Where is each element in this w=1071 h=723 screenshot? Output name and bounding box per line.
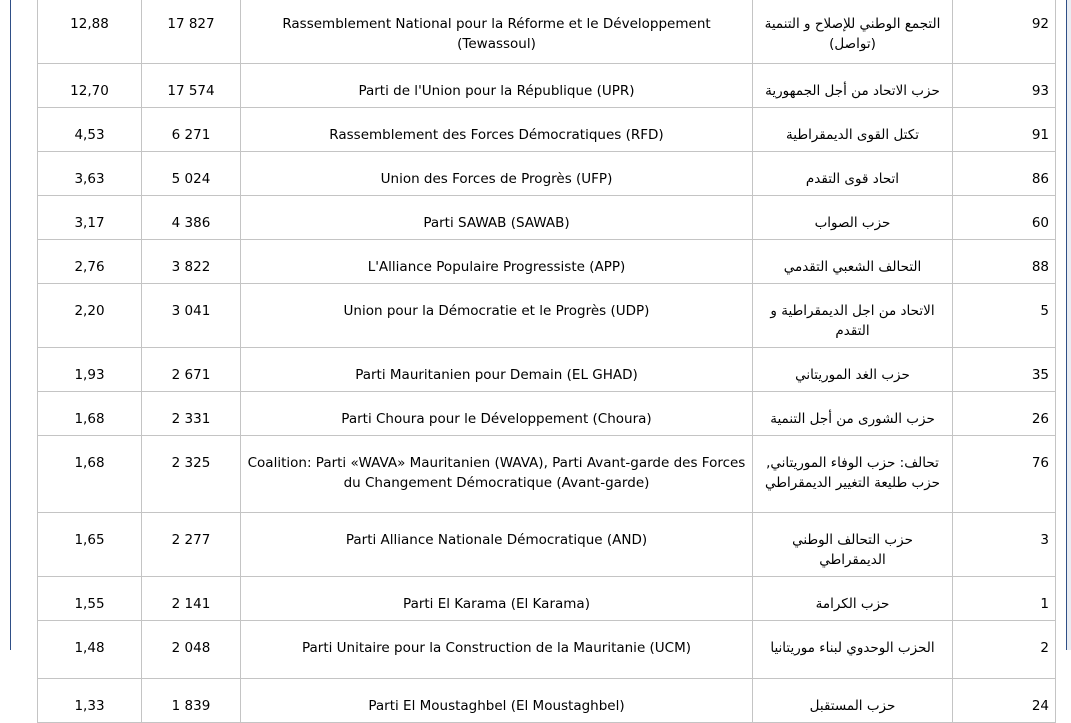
page-frame-left [10, 0, 11, 650]
party-name-arabic-cell: حزب التحالف الوطني الديمقراطي [753, 513, 953, 577]
list-number-cell: 91 [953, 108, 1056, 152]
party-name-french-cell: Union des Forces de Progrès (UFP) [241, 152, 753, 196]
vote-count-cell: 1 839 [142, 679, 241, 723]
list-number-cell: 93 [953, 64, 1056, 108]
vote-percentage-cell: 1,48 [38, 621, 142, 679]
party-name-arabic-cell: التجمع الوطني للإصلاح و التنمية (تواصل) [753, 0, 953, 64]
party-name-arabic-cell: تكتل القوى الديمقراطية [753, 108, 953, 152]
election-results-table [37, 0, 1056, 723]
party-name-french-cell: Parti El Karama (El Karama) [241, 577, 753, 621]
party-name-arabic-cell: حزب الغد الموريتاني [753, 348, 953, 392]
vote-count-cell: 2 048 [142, 621, 241, 679]
table-row [38, 64, 1056, 108]
party-name-french-cell: Parti Mauritanien pour Demain (EL GHAD) [241, 348, 753, 392]
vote-percentage-cell: 1,33 [38, 679, 142, 723]
vote-count-cell: 17 827 [142, 0, 241, 64]
party-name-french-cell: Parti Choura pour le Développement (Choura) [241, 392, 753, 436]
list-number-cell: 26 [953, 392, 1056, 436]
list-number-cell: 76 [953, 436, 1056, 513]
party-name-arabic-cell: حزب الشورى من أجل التنمية [753, 392, 953, 436]
list-number-cell: 3 [953, 513, 1056, 577]
party-name-french-cell: Parti Alliance Nationale Démocratique (AND) [241, 513, 753, 577]
party-name-french-cell: Parti El Moustaghbel (El Moustaghbel) [241, 679, 753, 723]
vote-percentage-cell: 2,20 [38, 284, 142, 348]
vote-count-cell: 2 331 [142, 392, 241, 436]
vote-count-cell: 2 325 [142, 436, 241, 513]
list-number-cell: 5 [953, 284, 1056, 348]
vote-count-cell: 2 277 [142, 513, 241, 577]
table-row [38, 0, 1056, 64]
list-number-cell: 1 [953, 577, 1056, 621]
vote-percentage-cell: 1,68 [38, 392, 142, 436]
party-name-french-cell: L'Alliance Populaire Progressiste (APP) [241, 240, 753, 284]
table-row [38, 513, 1056, 577]
party-name-arabic-cell: الاتحاد من اجل الديمقراطية و التقدم [753, 284, 953, 348]
vote-count-cell: 2 671 [142, 348, 241, 392]
vote-percentage-cell: 1,68 [38, 436, 142, 513]
party-name-french-cell: Coalition: Parti «WAVA» Mauritanien (WAVA), Parti Avant-garde des Forces du Changement Démocratique (Avant-garde) [241, 436, 753, 513]
party-name-arabic-cell: التحالف الشعبي التقدمي [753, 240, 953, 284]
list-number-cell: 86 [953, 152, 1056, 196]
vote-percentage-cell: 3,63 [38, 152, 142, 196]
vote-percentage-cell: 3,17 [38, 196, 142, 240]
party-name-french-cell: Parti de l'Union pour la République (UPR) [241, 64, 753, 108]
vote-count-cell: 3 822 [142, 240, 241, 284]
table-row [38, 621, 1056, 679]
scrollbar-track[interactable] [1067, 0, 1071, 650]
vote-percentage-cell: 1,93 [38, 348, 142, 392]
list-number-cell: 35 [953, 348, 1056, 392]
table-row [38, 436, 1056, 513]
party-name-arabic-cell: حزب المستقبل [753, 679, 953, 723]
party-name-arabic-cell: اتحاد قوى التقدم [753, 152, 953, 196]
list-number-cell: 60 [953, 196, 1056, 240]
list-number-cell: 92 [953, 0, 1056, 64]
vote-count-cell: 2 141 [142, 577, 241, 621]
list-number-cell: 88 [953, 240, 1056, 284]
party-name-french-cell: Union pour la Démocratie et le Progrès (UDP) [241, 284, 753, 348]
party-name-arabic-cell: الحزب الوحدوي لبناء موريتانيا [753, 621, 953, 679]
table-row [38, 348, 1056, 392]
vote-count-cell: 17 574 [142, 64, 241, 108]
vote-percentage-cell: 4,53 [38, 108, 142, 152]
vote-count-cell: 6 271 [142, 108, 241, 152]
vote-count-cell: 5 024 [142, 152, 241, 196]
vote-percentage-cell: 1,55 [38, 577, 142, 621]
party-name-french-cell: Parti Unitaire pour la Construction de la Mauritanie (UCM) [241, 621, 753, 679]
table-row [38, 679, 1056, 723]
party-name-french-cell: Rassemblement des Forces Démocratiques (RFD) [241, 108, 753, 152]
party-name-arabic-cell: حزب الكرامة [753, 577, 953, 621]
party-name-arabic-cell: حزب الاتحاد من أجل الجمهورية [753, 64, 953, 108]
vote-count-cell: 4 386 [142, 196, 241, 240]
vote-count-cell: 3 041 [142, 284, 241, 348]
vote-percentage-cell: 2,76 [38, 240, 142, 284]
table-row [38, 577, 1056, 621]
party-name-french-cell: Rassemblement National pour la Réforme et le Développement (Tewassoul) [241, 0, 753, 64]
table-row [38, 196, 1056, 240]
list-number-cell: 24 [953, 679, 1056, 723]
table-row [38, 108, 1056, 152]
vote-percentage-cell: 12,88 [38, 0, 142, 64]
table-row [38, 284, 1056, 348]
table-row [38, 392, 1056, 436]
table-row [38, 240, 1056, 284]
vote-percentage-cell: 1,65 [38, 513, 142, 577]
party-name-arabic-cell: تحالف: حزب الوفاء الموريتاني, حزب طليعة التغيير الديمقراطي [753, 436, 953, 513]
party-name-arabic-cell: حزب الصواب [753, 196, 953, 240]
vote-percentage-cell: 12,70 [38, 64, 142, 108]
party-name-french-cell: Parti SAWAB (SAWAB) [241, 196, 753, 240]
results-table-body [38, 0, 1056, 723]
list-number-cell: 2 [953, 621, 1056, 679]
table-row [38, 152, 1056, 196]
